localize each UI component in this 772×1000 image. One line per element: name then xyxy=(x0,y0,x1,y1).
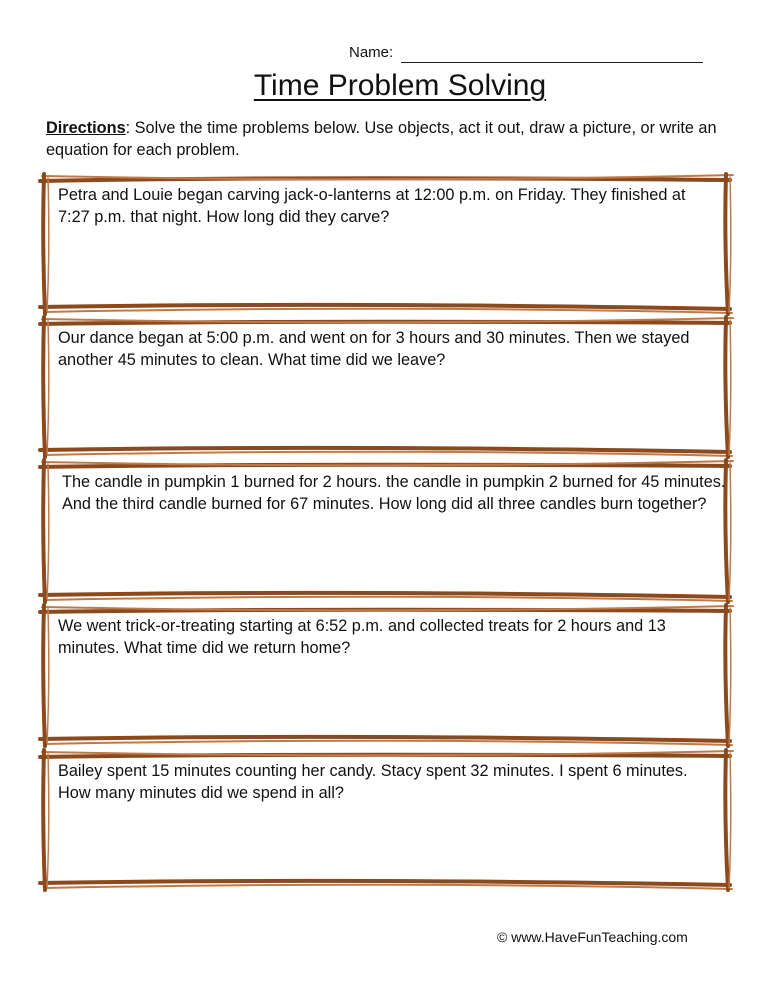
problem-4: We went trick-or-treating starting at 6:52 p.m. and collected treats for 2 hours and 13 minutes. What time did we return home? xyxy=(58,617,666,657)
problem-1: Petra and Louie began carving jack-o-lanterns at 12:00 p.m. on Friday. They finished at 7:27 p.m. that night. How long did they carve? xyxy=(58,186,686,226)
name-field-label: Name: xyxy=(349,44,394,61)
page-title: Time Problem Solving xyxy=(253,69,547,102)
footer-copyright: © www.HaveFunTeaching.com xyxy=(497,929,688,945)
problem-2: Our dance began at 5:00 p.m. and went on for 3 hours and 30 minutes. Then we stayed another 45 minutes to clean. What time did we leave? xyxy=(58,329,690,369)
problem-3: The candle in pumpkin 1 burned for 2 hours. the candle in pumpkin 2 burned for 45 minutes. And the third candle burned for 67 minutes. How long did all three candles burn together? xyxy=(62,473,726,513)
directions-text: : Solve the time problems below. Use objects, act it out, draw a picture, or write an equation for each problem. xyxy=(46,119,717,159)
directions-label: Directions xyxy=(46,119,126,137)
problem-5: Bailey spent 15 minutes counting her candy. Stacy spent 32 minutes. I spent 6 minutes. How many minutes did we spend in all? xyxy=(58,762,688,802)
